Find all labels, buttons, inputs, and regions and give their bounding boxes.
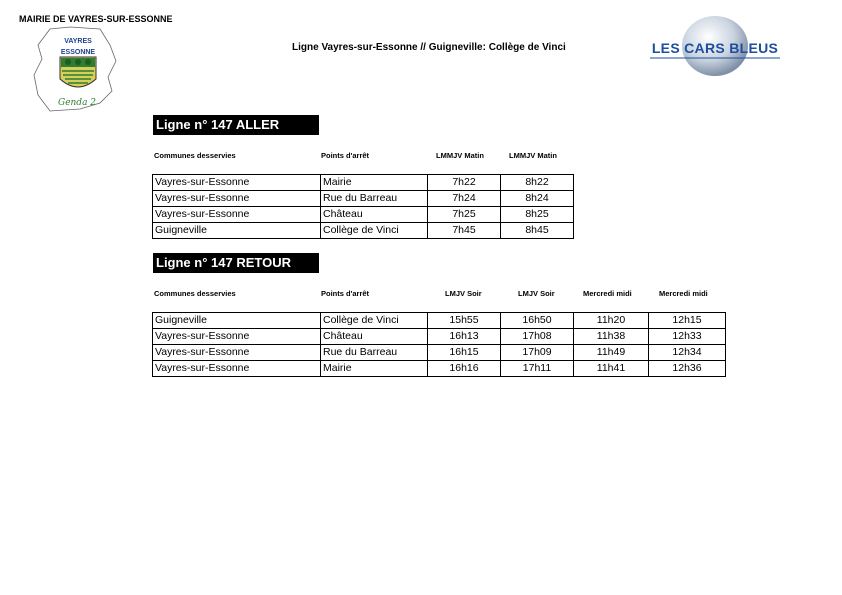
time-cell: 17h09 xyxy=(501,345,574,361)
table-row xyxy=(153,207,574,223)
time-cell: 11h49 xyxy=(574,345,649,361)
commune-cell: Vayres-sur-Essonne xyxy=(153,191,321,207)
retour-section-title: Ligne n° 147 RETOUR xyxy=(153,253,319,273)
stop-cell: Rue du Barreau xyxy=(321,191,428,207)
commune-cell: Vayres-sur-Essonne xyxy=(153,207,321,223)
table-row xyxy=(153,223,574,239)
time-cell: 11h20 xyxy=(574,313,649,329)
time-cell: 7h25 xyxy=(428,207,501,223)
time-cell: 8h45 xyxy=(501,223,574,239)
les-cars-bleus-logo xyxy=(648,14,782,76)
time-cell: 8h25 xyxy=(501,207,574,223)
retour-header-communes: Communes desservies xyxy=(154,289,236,298)
retour-header-time-4: Mercredi midi xyxy=(659,289,708,298)
aller-header-time-1: LMMJV Matin xyxy=(436,151,484,160)
time-cell: 16h16 xyxy=(428,361,501,377)
stop-cell: Collège de Vinci xyxy=(321,223,428,239)
commune-cell: Vayres-sur-Essonne xyxy=(153,361,321,377)
table-row xyxy=(153,313,726,329)
organization-name: MAIRIE DE VAYRES-SUR-ESSONNE xyxy=(19,14,173,24)
time-cell: 11h38 xyxy=(574,329,649,345)
time-cell: 12h15 xyxy=(649,313,726,329)
commune-cell: Guigneville xyxy=(153,223,321,239)
table-row xyxy=(153,191,574,207)
time-cell: 15h55 xyxy=(428,313,501,329)
stop-cell: Rue du Barreau xyxy=(321,345,428,361)
retour-schedule-table xyxy=(152,312,726,377)
stop-cell: Collège de Vinci xyxy=(321,313,428,329)
commune-cell: Guigneville xyxy=(153,313,321,329)
retour-header-time-3: Mercredi midi xyxy=(583,289,632,298)
commune-cell: Vayres-sur-Essonne xyxy=(153,175,321,191)
svg-text:VAYRES: VAYRES xyxy=(64,38,92,45)
stop-cell: Château xyxy=(321,207,428,223)
aller-section-title: Ligne n° 147 ALLER xyxy=(153,115,319,135)
time-cell: 12h34 xyxy=(649,345,726,361)
table-row xyxy=(153,175,574,191)
aller-header-time-2: LMMJV Matin xyxy=(509,151,557,160)
company-name: LES CARS BLEUS xyxy=(651,40,779,56)
time-cell: 17h11 xyxy=(501,361,574,377)
time-cell: 16h15 xyxy=(428,345,501,361)
time-cell: 8h22 xyxy=(501,175,574,191)
time-cell: 17h08 xyxy=(501,329,574,345)
retour-header-stops: Points d'arrêt xyxy=(321,289,370,298)
time-cell: 12h36 xyxy=(649,361,726,377)
table-row xyxy=(153,361,726,377)
municipal-crest-logo xyxy=(30,25,120,113)
stop-cell: Mairie xyxy=(321,361,428,377)
time-cell: 7h22 xyxy=(428,175,501,191)
commune-cell: Vayres-sur-Essonne xyxy=(153,345,321,361)
time-cell: 16h13 xyxy=(428,329,501,345)
retour-header-time-2: LMJV Soir xyxy=(518,289,555,298)
line-title: Ligne Vayres-sur-Essonne // Guigneville: Collège de Vinci xyxy=(292,42,566,53)
svg-text:ESSONNE: ESSONNE xyxy=(60,49,96,56)
stop-cell: Mairie xyxy=(321,175,428,191)
time-cell: 8h24 xyxy=(501,191,574,207)
commune-cell: Vayres-sur-Essonne xyxy=(153,329,321,345)
svg-text:Genda 2: Genda 2 xyxy=(58,98,97,108)
table-row xyxy=(153,345,726,361)
retour-header-time-1: LMJV Soir xyxy=(445,289,482,298)
stop-cell: Château xyxy=(321,329,428,345)
aller-header-communes: Communes desservies xyxy=(154,151,236,160)
time-cell: 7h24 xyxy=(428,191,501,207)
time-cell: 11h41 xyxy=(574,361,649,377)
time-cell: 12h33 xyxy=(649,329,726,345)
time-cell: 16h50 xyxy=(501,313,574,329)
aller-header-stops: Points d'arrêt xyxy=(321,151,370,160)
time-cell: 7h45 xyxy=(428,223,501,239)
table-row xyxy=(153,329,726,345)
aller-schedule-table xyxy=(152,174,574,239)
